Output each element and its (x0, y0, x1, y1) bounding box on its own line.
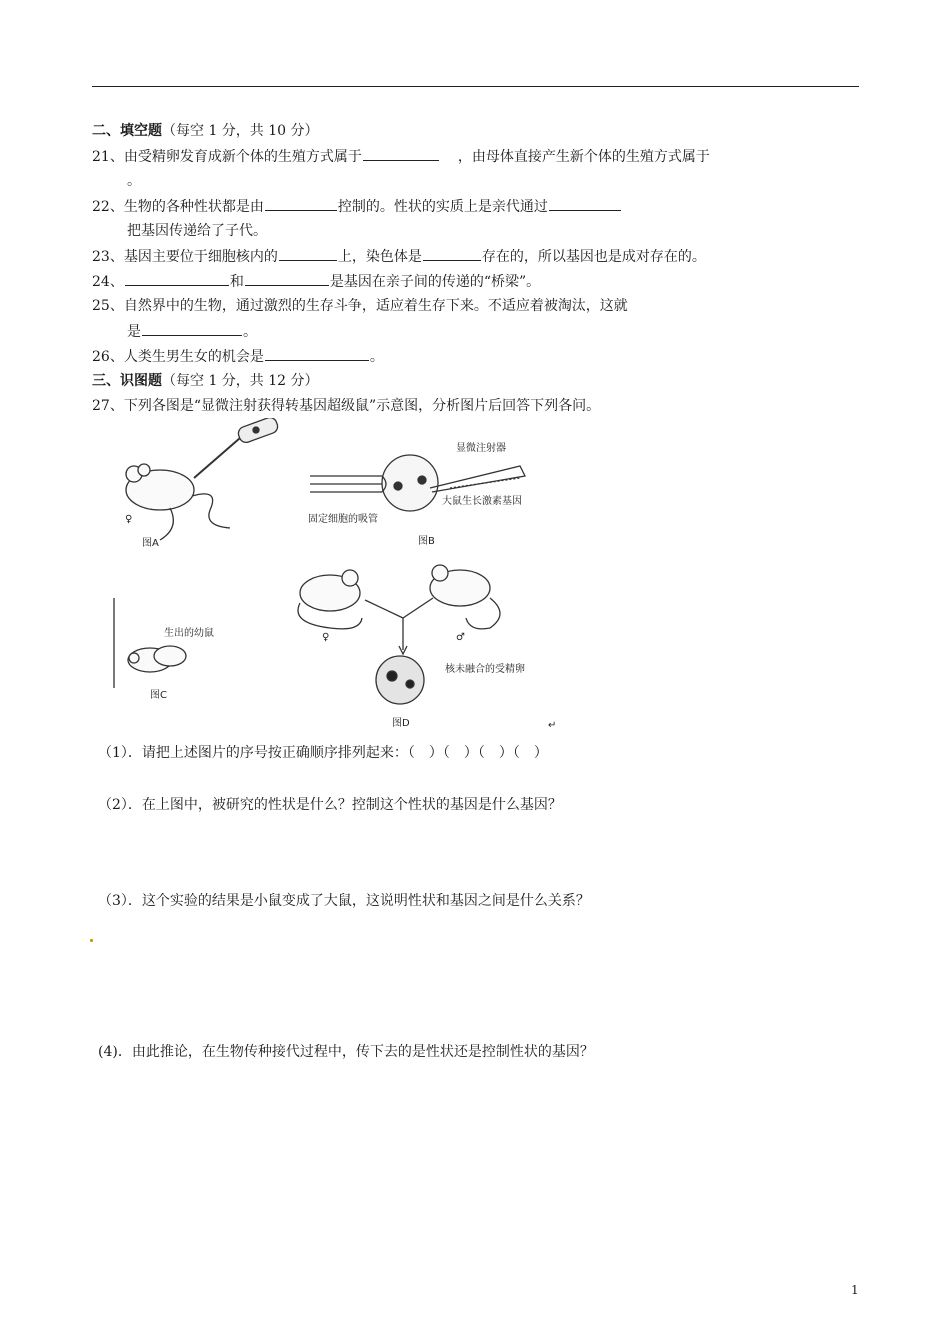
figure-a-mouse-icon (126, 464, 230, 540)
q23-text-a: 23、基因主要位于细胞核内的 (92, 249, 278, 265)
section-3-heading (92, 371, 319, 391)
q24-text-a: 24、 (92, 274, 124, 290)
q26-blank-1[interactable] (265, 346, 369, 361)
question-25: 25、自然界中的生物，通过激烈的生存斗争，适应着生存下来。不适应着被淘汰，这就 (92, 298, 628, 314)
label-fig-b: 图B (418, 536, 435, 547)
q24-blank-1[interactable] (125, 271, 229, 286)
question-22 (92, 196, 622, 217)
label-growth-gene: 大鼠生长激素基因 (442, 496, 522, 507)
q21-text-b: ，由母体直接产生新个体的生殖方式属于 (457, 149, 710, 165)
stray-mark (90, 939, 93, 942)
q22-text-b: 控制的。性状的实质上是亲代通过 (337, 199, 548, 215)
female-symbol-d: ♀ (322, 632, 330, 643)
q24-text-b: 和 (229, 274, 244, 290)
q25-text-b: 是 (127, 324, 141, 340)
subquestion-4: (4)．由此推论，在生物传种接代过程中，传下去的是性状还是控制性状的基因？ (98, 1044, 594, 1060)
question-27: 27、下列各图是“显微注射获得转基因超级鼠”示意图，分析图片后回答下列各问。 (92, 398, 601, 414)
q25-blank-1[interactable] (142, 321, 242, 336)
return-mark: ↵ (548, 720, 557, 731)
q23-blank-2[interactable] (423, 246, 481, 261)
male-symbol-d: ♂ (456, 632, 465, 643)
subquestion-2: （2）．在上图中，被研究的性状是什么？控制这个性状的基因是什么基因？ (98, 797, 562, 813)
section-2-note: （每空 1 分，共 10 分） (162, 123, 319, 139)
q23-text-c: 存在的，所以基因也是成对存在的。 (481, 249, 706, 265)
q23-text-b: 上，染色体是 (337, 249, 422, 265)
q25-line-2 (127, 321, 257, 342)
figure-c-baby-mice-icon (114, 598, 186, 688)
q22-blank-1[interactable] (265, 196, 337, 211)
label-zygote: 核未融合的受精卵 (445, 664, 525, 675)
question-24 (92, 271, 540, 292)
q21-blank-1[interactable] (363, 146, 439, 161)
q22-end: 把基因传递给了子代。 (127, 223, 267, 239)
page-number: 1 (851, 1283, 859, 1297)
q24-blank-2[interactable] (245, 271, 329, 286)
label-microinjector: 显微注射器 (456, 443, 506, 454)
subquestion-1: （1）．请把上述图片的序号按正确顺序排列起来：（ ）（ ）（ ）（ ） (98, 745, 548, 761)
q24-text-c: 是基因在亲子间的传递的“桥梁”。 (329, 274, 541, 290)
q22-blank-2[interactable] (549, 196, 621, 211)
q26-text-a: 26、人类生男生女的机会是 (92, 349, 264, 365)
question-23 (92, 246, 706, 267)
q25-text-c: 。 (243, 324, 257, 340)
label-newborn: 生出的幼鼠 (164, 628, 214, 639)
section-3-note: （每空 1 分，共 12 分） (162, 373, 319, 389)
label-fig-c: 图C (150, 690, 167, 701)
q22-text-a: 22、生物的各种性状都是由 (92, 199, 264, 215)
q21-text-a: 21、由受精卵发育成新个体的生殖方式属于 (92, 149, 362, 165)
label-fig-a: 图A (142, 538, 159, 549)
figure-d-zygote-icon (376, 656, 424, 704)
question-21 (92, 146, 710, 167)
figure-a-syringe-icon (194, 418, 280, 478)
section-2-title: 二、填空题 (92, 123, 162, 139)
label-fig-d: 图D (392, 718, 410, 729)
section-2-heading (92, 121, 319, 141)
label-holding-pipette: 固定细胞的吸管 (308, 514, 378, 525)
header-rule (92, 86, 859, 87)
subquestion-3: （3）．这个实验的结果是小鼠变成了大鼠，这说明性状和基因之间是什么关系？ (98, 893, 590, 909)
q23-blank-1[interactable] (279, 246, 337, 261)
section-3-title: 三、识图题 (92, 373, 162, 389)
q21-end: 。 (127, 173, 141, 189)
female-symbol-a: ♀ (125, 514, 133, 525)
q26-text-b: 。 (369, 349, 384, 365)
transgenic-mouse-figure (100, 418, 600, 738)
question-26 (92, 346, 384, 367)
